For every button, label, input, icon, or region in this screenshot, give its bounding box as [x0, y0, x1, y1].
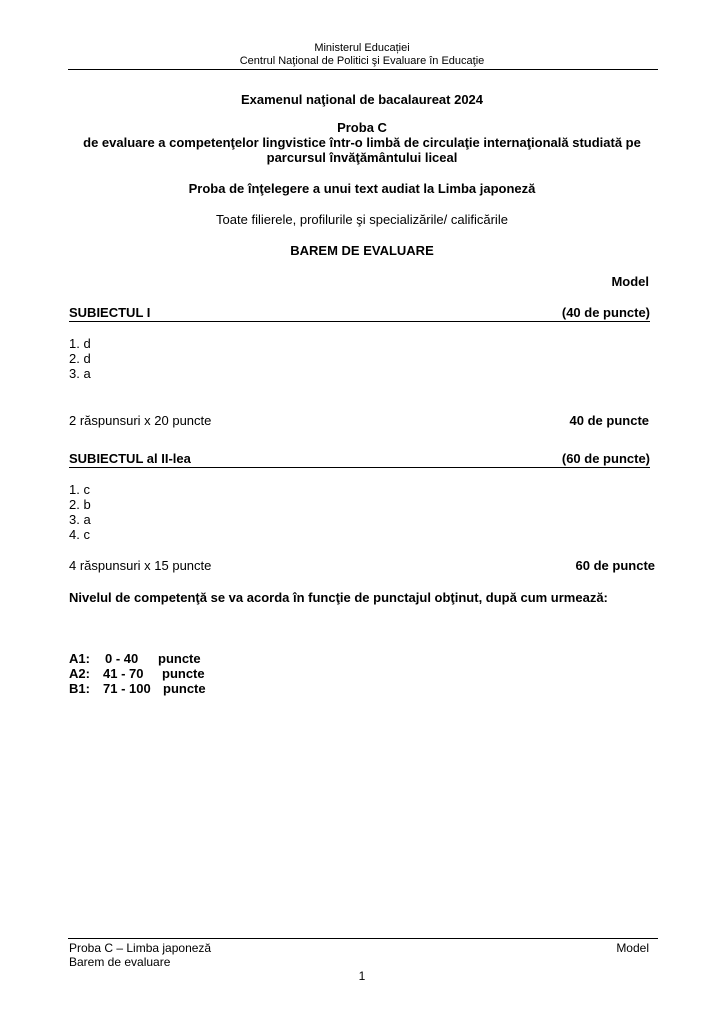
- subject2-answers: [69, 482, 91, 542]
- subject2-points: (60 de puncte): [561, 451, 650, 466]
- barem-title: BAREM DE EVALUARE: [290, 243, 434, 258]
- header-ministry: Ministerul Educației: [314, 42, 410, 54]
- model-label: Model: [611, 274, 649, 289]
- subject2-score-formula: 4 răspunsuri x 15 puncte: [69, 558, 212, 573]
- subject1-score-total: 40 de puncte: [569, 413, 649, 428]
- footer-proba: Proba C – Limba japoneză: [69, 941, 212, 955]
- list-item: 2. d: [69, 351, 91, 366]
- subject2-title: SUBIECTUL al II-lea: [69, 451, 191, 466]
- footer-barem: Barem de evaluare: [69, 955, 171, 969]
- competence-levels: [69, 651, 289, 696]
- list-item: 2. b: [69, 497, 91, 512]
- list-item: 3. a: [69, 366, 91, 381]
- level-range: 41 - 70: [103, 666, 144, 681]
- subject2-score-total: 60 de puncte: [575, 558, 655, 573]
- list-item: 4. c: [69, 527, 90, 542]
- subject1-points: (40 de puncte): [561, 305, 650, 320]
- level-unit: puncte: [158, 651, 201, 666]
- page-number: 1: [358, 969, 366, 983]
- level-row: [69, 681, 289, 696]
- level-row: [69, 666, 289, 681]
- level-code: A2:: [69, 666, 90, 681]
- list-item: 3. a: [69, 512, 91, 527]
- proba-subtitle: Proba de înţelegere a unui text audiat la Limba japoneză: [188, 181, 536, 196]
- competence-intro: Nivelul de competenţă se va acorda în funcţie de punctajul obţinut, după cum urmează:: [69, 590, 608, 605]
- level-code: A1:: [69, 651, 90, 666]
- subject1-title: SUBIECTUL I: [69, 305, 151, 320]
- list-item: 1. c: [69, 482, 90, 497]
- proba-description-line1: de evaluare a competenţelor lingvistice într-o limbă de circulaţie internaţională studiată pe: [83, 135, 641, 150]
- list-item: 1. d: [69, 336, 91, 351]
- subject1-answers: [69, 336, 91, 381]
- level-unit: puncte: [162, 666, 205, 681]
- filiere-text: Toate filierele, profilurile şi specializările/ calificările: [216, 212, 508, 227]
- subject1-heading: [69, 305, 650, 322]
- footer-divider: [68, 938, 658, 939]
- subject2-heading: [69, 451, 650, 468]
- level-row: [69, 651, 289, 666]
- level-range: 71 - 100: [103, 681, 151, 696]
- footer-model: Model: [616, 941, 649, 955]
- level-range: 0 - 40: [105, 651, 139, 666]
- header-center: Centrul Naţional de Politici şi Evaluare în Educaţie: [239, 55, 485, 67]
- level-code: B1:: [69, 681, 90, 696]
- exam-title: Examenul naţional de bacalaureat 2024: [240, 92, 484, 107]
- subject1-score-formula: 2 răspunsuri x 20 puncte: [69, 413, 212, 428]
- level-unit: puncte: [163, 681, 206, 696]
- proba-description-line2: parcursul învăţământului liceal: [266, 150, 458, 165]
- header-divider: [68, 69, 658, 70]
- proba-title: Proba C: [337, 120, 387, 135]
